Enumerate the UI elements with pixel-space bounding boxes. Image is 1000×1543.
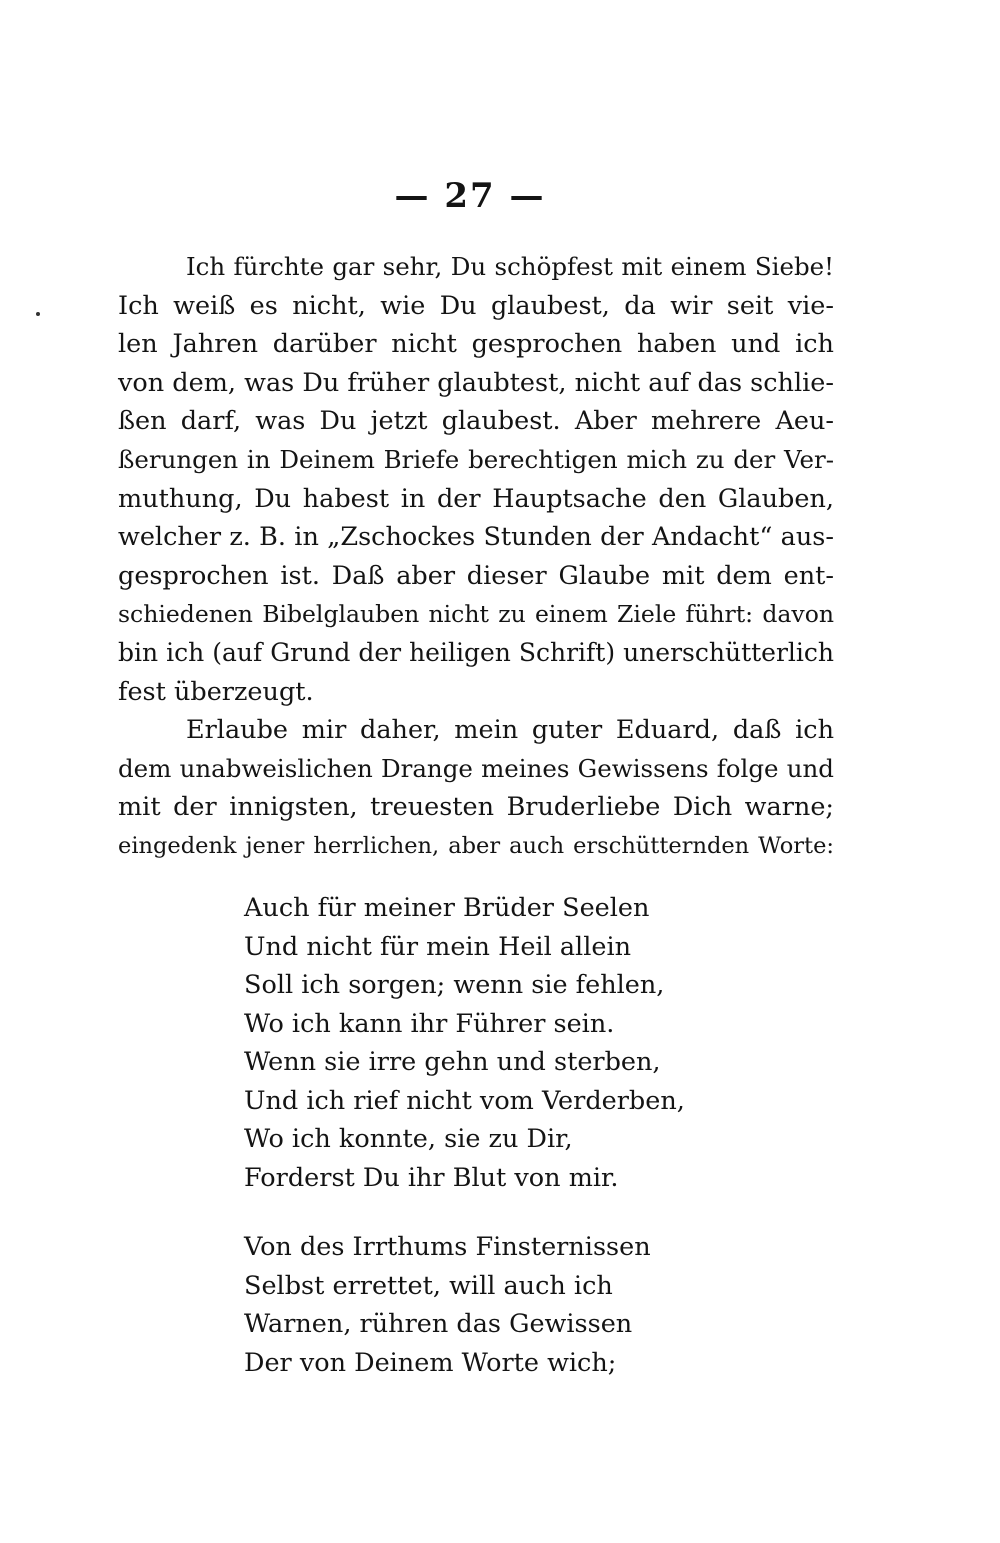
prose-body <box>118 248 834 866</box>
text-line: muthung, Du habest in der Hauptsache den Glauben, <box>118 483 834 514</box>
text-line: welcher z. B. in „Zschockes Stunden der Andacht“ aus- <box>118 522 834 553</box>
verse-line: Forderst Du ihr Blut von mir. <box>244 1162 619 1193</box>
text-line: gesprochen ist. Daß aber dieser Glaube mit dem ent- <box>118 560 834 591</box>
text-line: bin ich (auf Grund der heiligen Schrift) unerschütterlich <box>118 637 834 667</box>
verse-line: Warnen, rühren das Gewissen <box>244 1309 633 1339</box>
text-line: Ich weiß es nicht, wie Du glaubest, da wir seit vie- <box>118 290 834 321</box>
verse-line: Wenn sie irre gehn und sterben, <box>244 1047 661 1077</box>
text-line: ßen darf, was Du jetzt glaubest. Aber mehrere Aeu- <box>118 406 834 437</box>
verse-line: Wo ich kann ihr Führer sein. <box>244 1008 615 1039</box>
text-line: von dem, was Du früher glaubtest, nicht auf das schlie- <box>118 367 834 398</box>
text-line: mit der innigsten, treuesten Bruderliebe Dich warne; <box>118 792 834 823</box>
verse-line: Und nicht für mein Heil allein <box>244 931 632 962</box>
verse-line: Von des Irrthums Finsternissen <box>244 1232 651 1262</box>
text-line: Ich fürchte gar sehr, Du schöpfest mit einem Siebe! <box>186 252 834 281</box>
text-line: len Jahren darüber nicht gesprochen haben und ich <box>118 329 834 360</box>
paragraph-1 <box>118 248 834 711</box>
verse-line: Soll ich sorgen; wenn sie fehlen, <box>244 970 665 1000</box>
text-line: Erlaube mir daher, mein guter Eduard, daß ich <box>186 715 834 746</box>
verse-line: Auch für meiner Brüder Seelen <box>244 893 650 923</box>
text-line: dem unabweislichen Drange meines Gewissens folge und <box>118 753 834 783</box>
text-line: ßerungen in Deinem Briefe berechtigen mich zu der Ver- <box>118 444 834 474</box>
paragraph-2 <box>118 711 834 865</box>
verse-line: Selbst errettet, will auch ich <box>244 1270 613 1301</box>
text-line: fest überzeugt. <box>118 676 314 707</box>
verse-stanza-1 <box>244 889 704 1197</box>
text-line: schiedenen Bibelglauben nicht zu einem Ziele führt: davon <box>118 600 834 629</box>
page-number: — 27 — <box>394 176 546 216</box>
verse-stanza-2 <box>244 1228 704 1382</box>
verse-line: Wo ich konnte, sie zu Dir, <box>244 1124 573 1154</box>
ink-speck <box>36 312 40 316</box>
verse-line: Und ich rief nicht vom Verderben, <box>244 1085 685 1116</box>
verse-line: Der von Deinem Worte wich; <box>244 1347 617 1378</box>
text-line: eingedenk jener herrlichen, aber auch erschütternden Worte: <box>118 832 834 859</box>
